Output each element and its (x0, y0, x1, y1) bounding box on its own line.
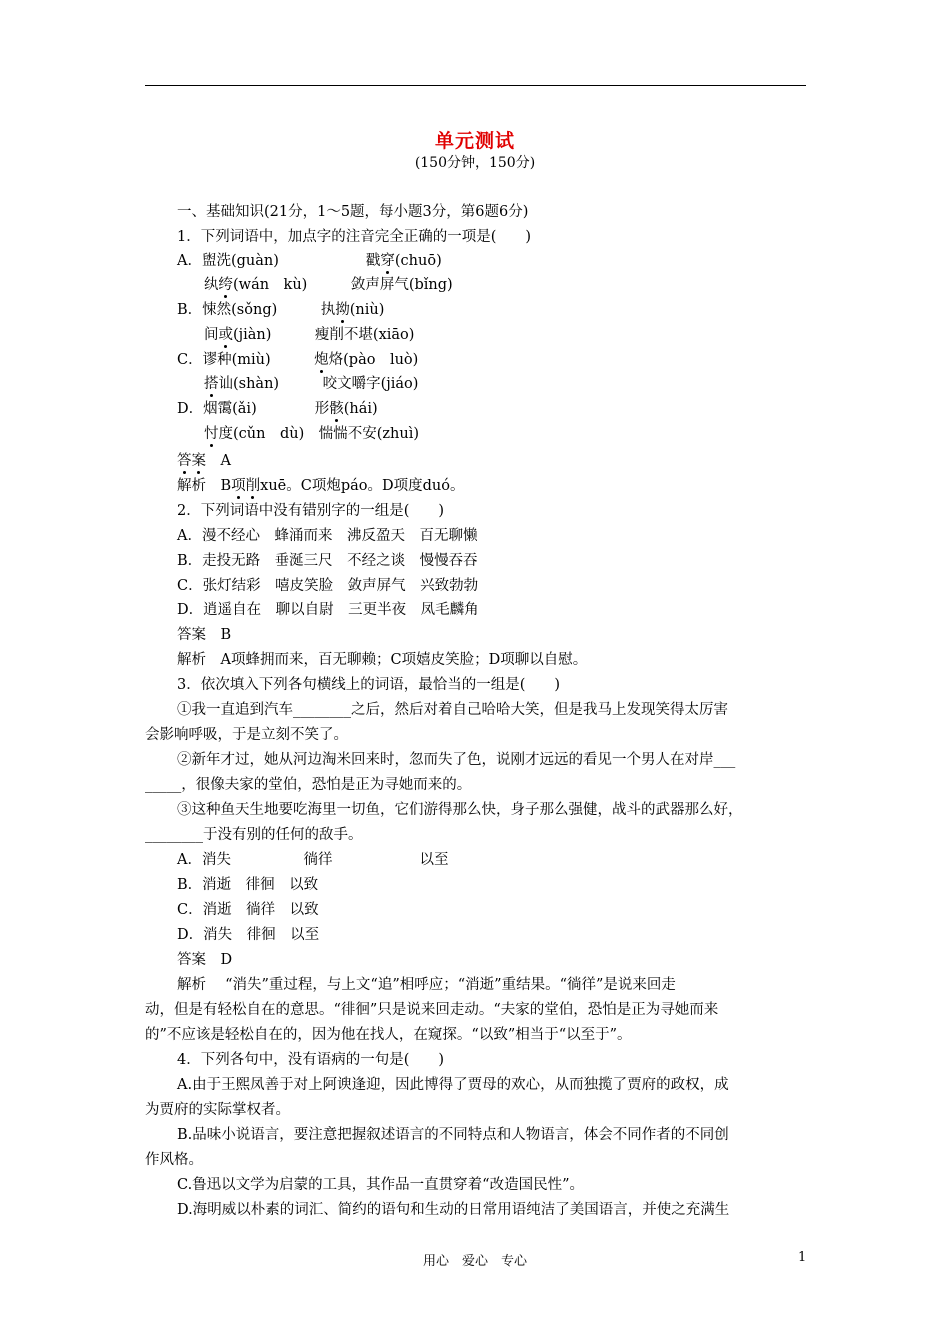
text-line: 解析 “消失”重过程，与上文“追”相呼应；“消逝”重结果。“徜徉”是说来回走 (177, 977, 676, 993)
text-line: ①我一直追到汽车________之后，然后对着自己哈哈大笑，但是我马上发现笑得太厉害 (177, 702, 728, 718)
text-line: 间或(jiàn) 瘦削不堪(xiāo) (204, 327, 415, 343)
text-line: C．张灯结彩 嘻皮笑脸 敛声屏气 兴致勃勃 (177, 578, 479, 594)
text-line: B．消逝 徘徊 以致 (177, 877, 319, 893)
text-line: 一、基础知识(21分，1～5题，每小题3分，第6题6分) (177, 204, 529, 220)
text-line: _____，很像夫家的堂伯，恐怕是正为寻她而来的。 (145, 777, 472, 793)
text-line: ②新年才过，她从河边淘米回来时，忽而失了色，说刚才远远的看见一个男人在对岸___ (177, 752, 736, 768)
page-subtitle: (150分钟，150分) (414, 155, 536, 171)
text-line: 1．下列词语中，加点字的注音完全正确的一项是( ) (177, 229, 532, 245)
text-line: C．谬种(miù) 炮烙(pào luò) (177, 352, 419, 368)
text-line: 3．依次填入下列各句横线上的词语，最恰当的一组是( ) (177, 677, 561, 693)
text-line: 的”不应该是轻松自在的，因为他在找人，在窥探。“以致”相当于“以至于”。 (145, 1027, 632, 1043)
text-line: A．消失 徜徉 以至 (177, 852, 449, 868)
page-title: 单元测试 (434, 130, 515, 152)
text-line: A．漫不经心 蜂涌而来 沸反盈天 百无聊懒 (177, 528, 478, 544)
text-line: 答案 A (177, 453, 231, 469)
text-line: 答案 D (177, 952, 233, 968)
text-line: 解析 B项削xuē。C项炮páo。D项度duó。 (177, 478, 465, 494)
text-line: 4．下列各句中，没有语病的一句是( ) (177, 1052, 445, 1068)
text-line: A．盥洗(guàn) 戳穿(chuō) (177, 253, 442, 269)
text-line: 纨绔(wán kù) 敛声屏气(bǐng) (204, 277, 453, 293)
text-line: B．悚然(sǒng) 执拗(niù) (177, 302, 385, 318)
text-line: ________于没有别的任何的敌手。 (145, 827, 363, 843)
page-number: 1 (798, 1250, 807, 1265)
header-rule (145, 85, 806, 86)
text-line: A.由于王熙凤善于对上阿谀逢迎，因此博得了贾母的欢心，从而独揽了贾府的政权，成 (177, 1077, 729, 1093)
text-line: D．烟霭(ǎi) 形骸(hái) (177, 401, 378, 417)
text-line: D．逍遥自在 聊以自尉 三更半夜 凤毛麟角 (177, 602, 479, 618)
text-line: B.品味小说语言，要注意把握叙述语言的不同特点和人物语言，体会不同作者的不同创 (177, 1127, 729, 1143)
text-line: 作风格。 (145, 1152, 203, 1168)
footer-motto: 用心 爱心 专心 (422, 1254, 527, 1269)
text-line: 解析 A项蜂拥而来，百无聊赖；C项嬉皮笑脸；D项聊以自慰。 (177, 652, 588, 668)
text-line: 答案 B (177, 627, 232, 643)
text-line: C．消逝 徜徉 以致 (177, 902, 319, 918)
text-line: 动，但是有轻松自在的意思。“徘徊”只是说来回走动。“夫家的堂伯，恐怕是正为寻她而来 (145, 1002, 719, 1018)
text-line: 2．下列词语中没有错别字的一组是( ) (177, 503, 445, 519)
text-line: D.海明威以朴素的词汇、简约的语句和生动的日常用语纯洁了美国语言，并使之充满生 (177, 1202, 730, 1218)
text-line: B．走投无路 垂涎三尺 不经之谈 慢慢吞吞 (177, 553, 478, 569)
text-line: C.鲁迅以文学为启蒙的工具，其作品一直贯穿着“改造国民性”。 (177, 1177, 585, 1193)
text-line: 忖度(cǔn dù) 惴惴不安(zhuì) (204, 426, 420, 442)
text-line: 会影响呼吸，于是立刻不笑了。 (145, 727, 348, 743)
text-line: 搭讪(shàn) 咬文嚼字(jiáo) (204, 376, 419, 392)
text-line: ③这种鱼天生地要吃海里一切鱼，它们游得那么快，身子那么强健，战斗的武器那么好， (177, 802, 743, 818)
text-line: 为贾府的实际掌权者。 (145, 1102, 290, 1118)
text-line: D．消失 徘徊 以至 (177, 927, 320, 943)
